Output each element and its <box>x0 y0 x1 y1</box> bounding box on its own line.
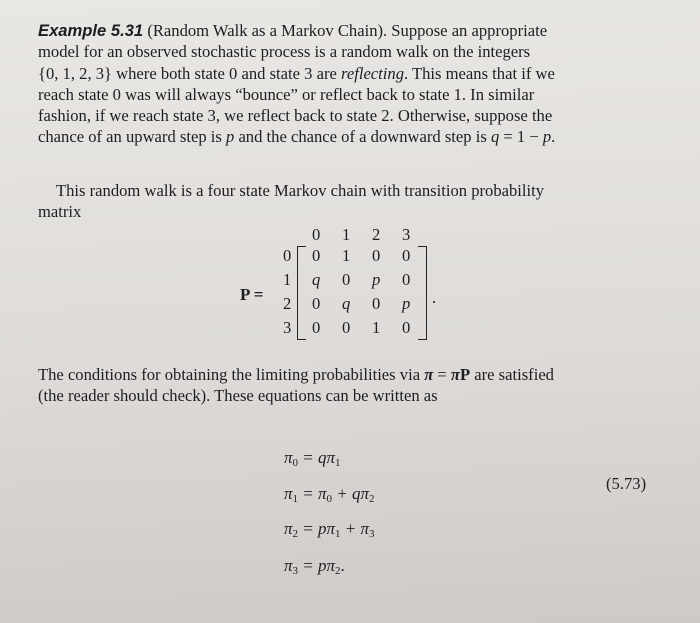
matrix-cell: 0 <box>312 246 321 265</box>
conditions-line-2: (the reader should check). These equations can be written as <box>38 386 438 406</box>
matrix-cell: 0 <box>372 246 381 265</box>
matrix-row-label: 3 <box>283 318 292 337</box>
matrix-intro-line-1: This random walk is a four state Markov chain with transition probability <box>56 181 545 200</box>
matrix-cell: q <box>312 270 321 289</box>
conditions-line-1: The conditions for obtaining the limiting probabilities via π = πP are satisfied <box>38 365 554 384</box>
equation-pi2: $\pi_2 = p\pi_1 + \pi_3$ <box>284 519 375 540</box>
matrix-cell: 0 <box>402 318 411 337</box>
matrix-left-bracket <box>297 246 306 340</box>
matrix-row-label: 2 <box>283 294 292 313</box>
matrix-cell: 0 <box>312 318 321 337</box>
matrix-row-label: 0 <box>283 246 292 265</box>
intro-line-6: chance of an upward step is p and the chance of a downward step is q = 1 − p. <box>38 127 556 147</box>
conditions-paragraph <box>38 364 648 407</box>
equation-pi1: $\pi_1 = \pi_0 + q\pi_2$ <box>284 484 375 505</box>
matrix-col-label: 3 <box>402 225 411 244</box>
matrix-cell: 0 <box>372 294 381 313</box>
matrix-intro-line-2: matrix <box>38 202 82 222</box>
matrix-cell: 1 <box>342 246 351 265</box>
matrix-trailing-period: . <box>432 288 437 307</box>
equation-pi3: $\pi_3 = p\pi_2$. <box>284 556 345 577</box>
matrix-cell: p <box>372 270 381 289</box>
matrix-cell: q <box>342 294 351 313</box>
matrix-row-label: 1 <box>283 270 292 289</box>
intro-line-3: {0, 1, 2, 3} where both state 0 and state 3 are reflecting. This means that if we <box>38 63 555 83</box>
intro-line-4: reach state 0 was will always “bounce” or reflect back to state 1. In similar <box>38 84 535 104</box>
intro-line-2: model for an observed stochastic process is a random walk on the integers <box>38 42 531 62</box>
intro-line-5: fashion, if we reach state 3, we reflect back to state 2. Otherwise, suppose the <box>38 106 553 126</box>
matrix-col-label: 1 <box>342 225 351 244</box>
matrix-right-bracket <box>418 246 427 340</box>
matrix-cell: 0 <box>312 294 321 313</box>
example-label: Example 5.31 <box>38 21 144 40</box>
equation-pi0: $\pi_0 = q\pi_1$ <box>284 448 341 469</box>
intro-line-1: Example 5.31 (Random Walk as a Markov Chain). Suppose an appropriate <box>38 21 548 40</box>
matrix-cell: 0 <box>402 246 411 265</box>
matrix-cell: 0 <box>402 270 411 289</box>
matrix-cell: 1 <box>372 318 381 337</box>
equation-number: (5.73) <box>606 474 647 493</box>
matrix-cell: 0 <box>342 270 351 289</box>
matrix-cell: 0 <box>342 318 351 337</box>
matrix-cell: p <box>402 294 411 313</box>
matrix-col-label: 2 <box>372 225 381 244</box>
matrix-name: P = <box>240 285 264 304</box>
matrix-col-label: 0 <box>312 225 321 244</box>
